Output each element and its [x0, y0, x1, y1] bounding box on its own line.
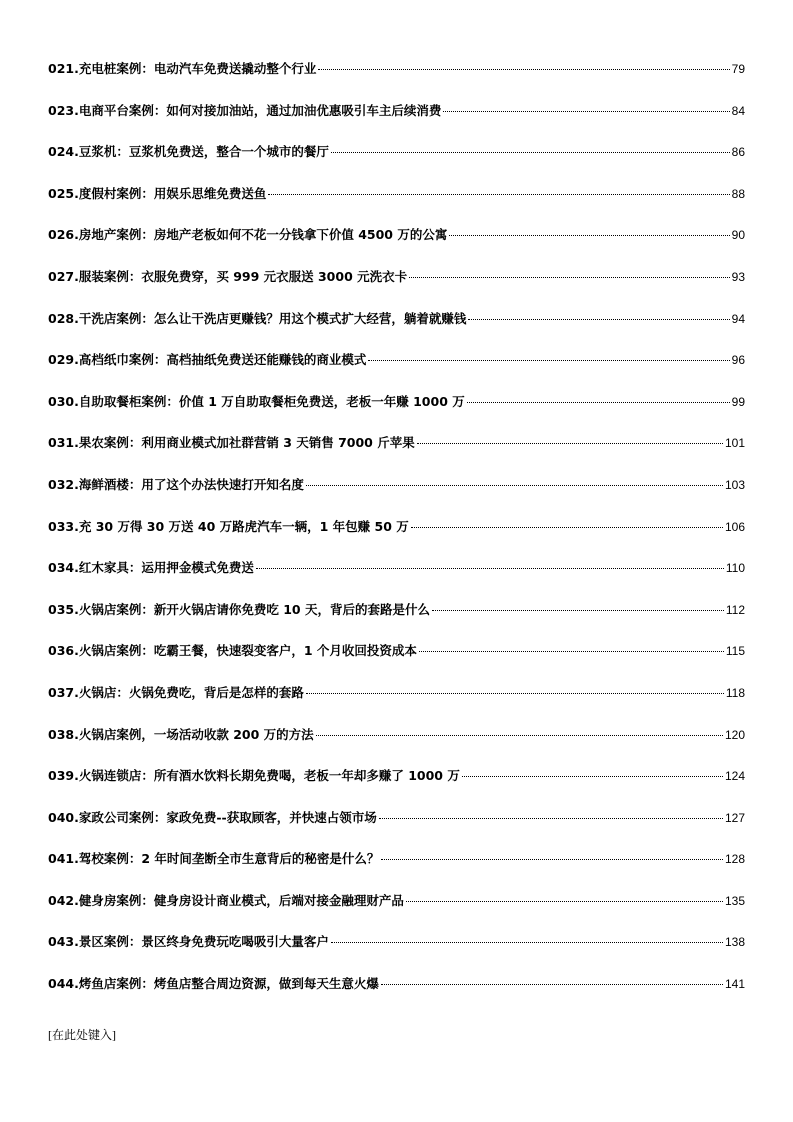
toc-entry[interactable]: [48, 517, 745, 559]
toc-entry-title: 031.果农案例：利用商业模式加社群营销 3 天销售 7000 斤苹果: [48, 435, 415, 451]
toc-entry[interactable]: [48, 392, 745, 434]
toc-dot-leader: [331, 152, 730, 153]
toc-dot-leader: [381, 859, 723, 860]
toc-entry[interactable]: [48, 683, 745, 725]
toc-entry-title: 033.充 30 万得 30 万送 40 万路虎汽车一辆，1 年包赚 50 万: [48, 518, 409, 534]
toc-dot-leader: [419, 651, 724, 652]
toc-entry[interactable]: [48, 309, 745, 351]
toc-entry-title: 024.豆浆机：豆浆机免费送，整合一个城市的餐厅: [48, 144, 329, 160]
toc-entry-title: 041.驾校案例：2 年时间垄断全市生意背后的秘密是什么？: [48, 851, 380, 867]
toc-entry-page-number: 127: [724, 810, 745, 825]
toc-dot-leader: [306, 693, 724, 694]
toc-entry-page-number: 90: [731, 228, 745, 243]
toc-dot-leader: [443, 111, 729, 112]
toc-dot-leader: [318, 69, 729, 70]
toc-entry-page-number: 96: [731, 353, 745, 368]
toc-entry[interactable]: [48, 475, 745, 517]
toc-entry-page-number: 124: [724, 769, 745, 784]
toc-entry-title: 032.海鲜酒楼：用了这个办法快速打开知名度: [48, 476, 304, 492]
toc-entry[interactable]: [48, 891, 745, 933]
toc-dot-leader: [432, 610, 724, 611]
toc-entry-title: 030.自助取餐柜案例：价值 1 万自助取餐柜免费送，老板一年赚 1000 万: [48, 393, 465, 409]
toc-entry[interactable]: [48, 59, 745, 101]
table-of-contents: [48, 59, 745, 1016]
toc-entry-title: 028.干洗店案例：怎么让干洗店更赚钱？用这个模式扩大经营，躺着就赚钱: [48, 310, 467, 326]
toc-entry-page-number: 135: [724, 893, 745, 908]
toc-entry-page-number: 141: [724, 977, 745, 992]
toc-entry-page-number: 138: [724, 935, 745, 950]
toc-entry[interactable]: [48, 350, 745, 392]
toc-entry-title: 044.烤鱼店案例：烤鱼店整合周边资源，做到每天生意火爆: [48, 976, 379, 992]
toc-entry-title: 036.火锅店案例：吃霸王餐，快速裂变客户，1 个月收回投资成本: [48, 643, 417, 659]
toc-entry-title: 029.高档纸巾案例：高档抽纸免费送还能赚钱的商业模式: [48, 352, 367, 368]
toc-entry-title: 025.度假村案例：用娱乐思维免费送鱼: [48, 185, 267, 201]
toc-entry-page-number: 88: [731, 186, 745, 201]
toc-entry[interactable]: [48, 932, 745, 974]
toc-entry-page-number: 101: [724, 436, 745, 451]
toc-dot-leader: [467, 402, 730, 403]
toc-entry-page-number: 99: [731, 394, 745, 409]
toc-entry[interactable]: [48, 101, 745, 143]
toc-entry-page-number: 84: [731, 103, 745, 118]
toc-dot-leader: [462, 776, 723, 777]
toc-dot-leader: [406, 901, 723, 902]
toc-entry-title: 037.火锅店：火锅免费吃，背后是怎样的套路: [48, 684, 304, 700]
toc-entry[interactable]: [48, 142, 745, 184]
toc-entry-page-number: 118: [725, 685, 745, 700]
toc-dot-leader: [331, 942, 723, 943]
toc-entry-title: 043.景区案例：景区终身免费玩吃喝吸引大量客户: [48, 934, 329, 950]
toc-dot-leader: [411, 527, 723, 528]
toc-entry-page-number: 120: [724, 727, 745, 742]
toc-entry[interactable]: [48, 433, 745, 475]
toc-entry[interactable]: [48, 225, 745, 267]
toc-entry-title: 021.充电桩案例：电动汽车免费送撬动整个行业: [48, 61, 317, 76]
toc-dot-leader: [379, 818, 723, 819]
toc-entry-page-number: 86: [731, 145, 745, 160]
toc-entry[interactable]: [48, 558, 745, 600]
toc-entry[interactable]: [48, 974, 745, 1016]
toc-entry-page-number: 93: [731, 269, 745, 284]
toc-entry[interactable]: [48, 849, 745, 891]
toc-entry[interactable]: [48, 641, 745, 683]
toc-entry[interactable]: [48, 766, 745, 808]
toc-entry-title: 023.电商平台案例：如何对接加油站，通过加油优惠吸引车主后续消费: [48, 102, 442, 118]
toc-entry-page-number: 128: [724, 852, 745, 867]
toc-entry-page-number: 94: [731, 311, 745, 326]
toc-entry-title: 026.房地产案例：房地产老板如何不花一分钱拿下价值 4500 万的公寓: [48, 227, 448, 243]
toc-entry-page-number: 79: [731, 62, 745, 76]
toc-entry-page-number: 106: [724, 519, 745, 534]
toc-entry-title: 038.火锅店案例，一场活动收款 200 万的方法: [48, 726, 314, 742]
toc-entry[interactable]: [48, 808, 745, 850]
toc-dot-leader: [268, 194, 729, 195]
toc-dot-leader: [306, 485, 723, 486]
toc-dot-leader: [381, 984, 723, 985]
toc-entry-title: 039.火锅连锁店：所有酒水饮料长期免费喝，老板一年却多赚了 1000 万: [48, 768, 460, 784]
toc-entry-page-number: 103: [724, 477, 745, 492]
toc-entry-title: 027.服装案例：衣服免费穿，买 999 元衣服送 3000 元洗衣卡: [48, 268, 408, 284]
toc-entry[interactable]: [48, 267, 745, 309]
toc-dot-leader: [468, 319, 729, 320]
toc-entry-title: 040.家政公司案例：家政免费--获取顾客，并快速占领市场: [48, 809, 377, 825]
toc-entry-title: 035.火锅店案例：新开火锅店请你免费吃 10 天，背后的套路是什么: [48, 601, 430, 617]
toc-dot-leader: [368, 360, 729, 361]
toc-dot-leader: [256, 568, 724, 569]
toc-entry[interactable]: [48, 725, 745, 767]
toc-entry-title: 034.红木家具：运用押金模式免费送: [48, 560, 254, 576]
toc-entry[interactable]: [48, 184, 745, 226]
toc-dot-leader: [417, 443, 723, 444]
footer-placeholder: [在此处键入]: [48, 1028, 116, 1042]
toc-entry-page-number: 110: [725, 561, 745, 576]
toc-dot-leader: [316, 735, 723, 736]
toc-entry-page-number: 112: [725, 602, 745, 617]
toc-entry-title: 042.健身房案例：健身房设计商业模式，后端对接金融理财产品: [48, 892, 404, 908]
toc-entry[interactable]: [48, 600, 745, 642]
toc-entry-page-number: 115: [725, 644, 745, 659]
toc-dot-leader: [449, 235, 729, 236]
toc-dot-leader: [409, 277, 730, 278]
